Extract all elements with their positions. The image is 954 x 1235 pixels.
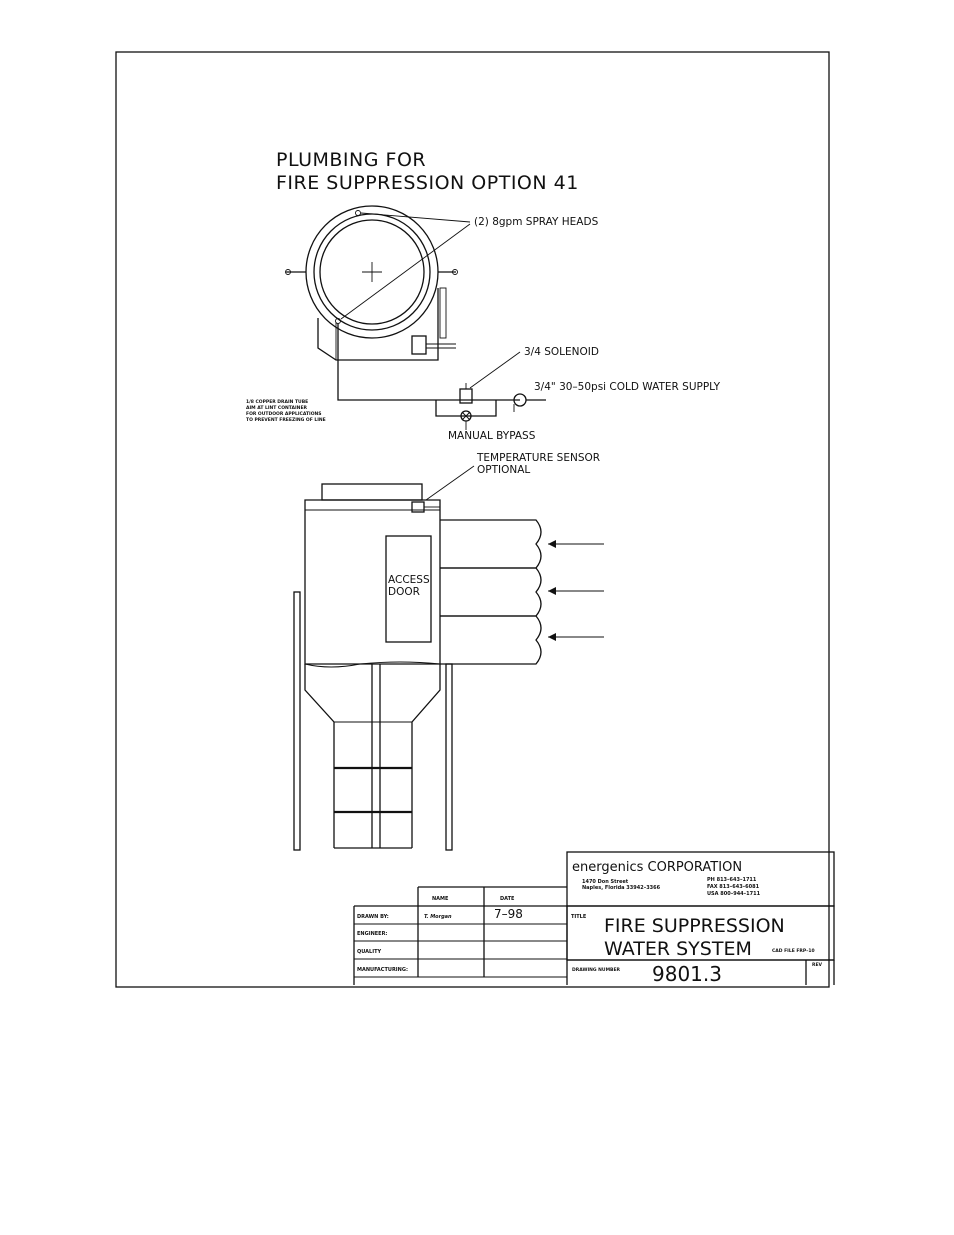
company-phone: PH 813–643–1711 <box>707 877 757 883</box>
temperature-sensor-icon <box>412 502 424 512</box>
drain-note-line: FOR OUTDOOR APPLICATIONS <box>246 412 322 417</box>
drawing-number: 9801.3 <box>652 962 722 986</box>
dryer-side-view <box>294 484 604 850</box>
company-address-line1: 1470 Don Street <box>582 879 629 885</box>
column-header-name: NAME <box>432 896 449 902</box>
title-line1: FIRE SUPPRESSION <box>604 915 785 937</box>
company-fax: FAX 813–643–6081 <box>707 884 760 890</box>
control-box <box>412 336 426 354</box>
access-door-label-line1: ACCESS <box>388 574 430 586</box>
drain-note-line: TO PREVENT FREEZING OF LINE <box>246 418 326 423</box>
drain-note <box>246 399 326 423</box>
row-label-quality: QUALITY <box>357 949 382 955</box>
callout-solenoid: 3/4 SOLENOID <box>524 346 599 358</box>
drain-note-line: AIM AT LINT CONTAINER <box>246 406 307 411</box>
column-header-date: DATE <box>500 896 515 902</box>
drawing-title-line2: FIRE SUPPRESSION OPTION 41 <box>276 172 579 194</box>
company-usa-phone: USA 800–944–1711 <box>707 891 761 897</box>
drawing-title-line1: PLUMBING FOR <box>276 149 427 171</box>
title-line2: WATER SYSTEM <box>604 938 752 960</box>
drain-note-line: 1/8 COPPER DRAIN TUBE <box>246 400 309 405</box>
callout-temp-sensor-line1: TEMPERATURE SENSOR <box>477 452 601 464</box>
row-label-drawn-by: DRAWN BY: <box>357 914 389 920</box>
solenoid-valve-icon <box>460 389 472 403</box>
callout-spray-heads: (2) 8gpm SPRAY HEADS <box>474 216 599 228</box>
drawn-by-date: 7–98 <box>494 907 523 921</box>
company-name: energenics CORPORATION <box>572 860 743 875</box>
drawn-by-name: T. Morgan <box>424 914 452 920</box>
inlet-duct <box>440 616 541 664</box>
row-label-manufacturing: MANUFACTURING: <box>357 967 408 973</box>
cad-file-label: CAD FILE FRP–10 <box>772 949 815 954</box>
row-label-engineer: ENGINEER: <box>357 931 388 937</box>
inlet-duct <box>440 520 541 568</box>
arrow-left-icon <box>548 633 556 641</box>
callout-water-supply: 3/4" 30–50psi COLD WATER SUPPLY <box>534 381 721 393</box>
dryer-top-view <box>286 206 471 400</box>
callout-manual-bypass: MANUAL BYPASS <box>448 430 536 442</box>
arrow-left-icon <box>548 540 556 548</box>
title-label: TITLE <box>571 914 587 920</box>
company-address-line2: Naples, Florida 33942–3366 <box>582 885 661 891</box>
drawing-number-label: DRAWING NUMBER <box>572 968 621 973</box>
arrow-left-icon <box>548 587 556 595</box>
valve-assembly <box>430 352 546 430</box>
revision-label: REV <box>812 963 823 968</box>
access-door-label-line2: DOOR <box>388 586 420 598</box>
inlet-duct <box>440 568 541 616</box>
callout-temp-sensor-line2: OPTIONAL <box>477 464 531 476</box>
spray-head-icon <box>356 211 361 216</box>
